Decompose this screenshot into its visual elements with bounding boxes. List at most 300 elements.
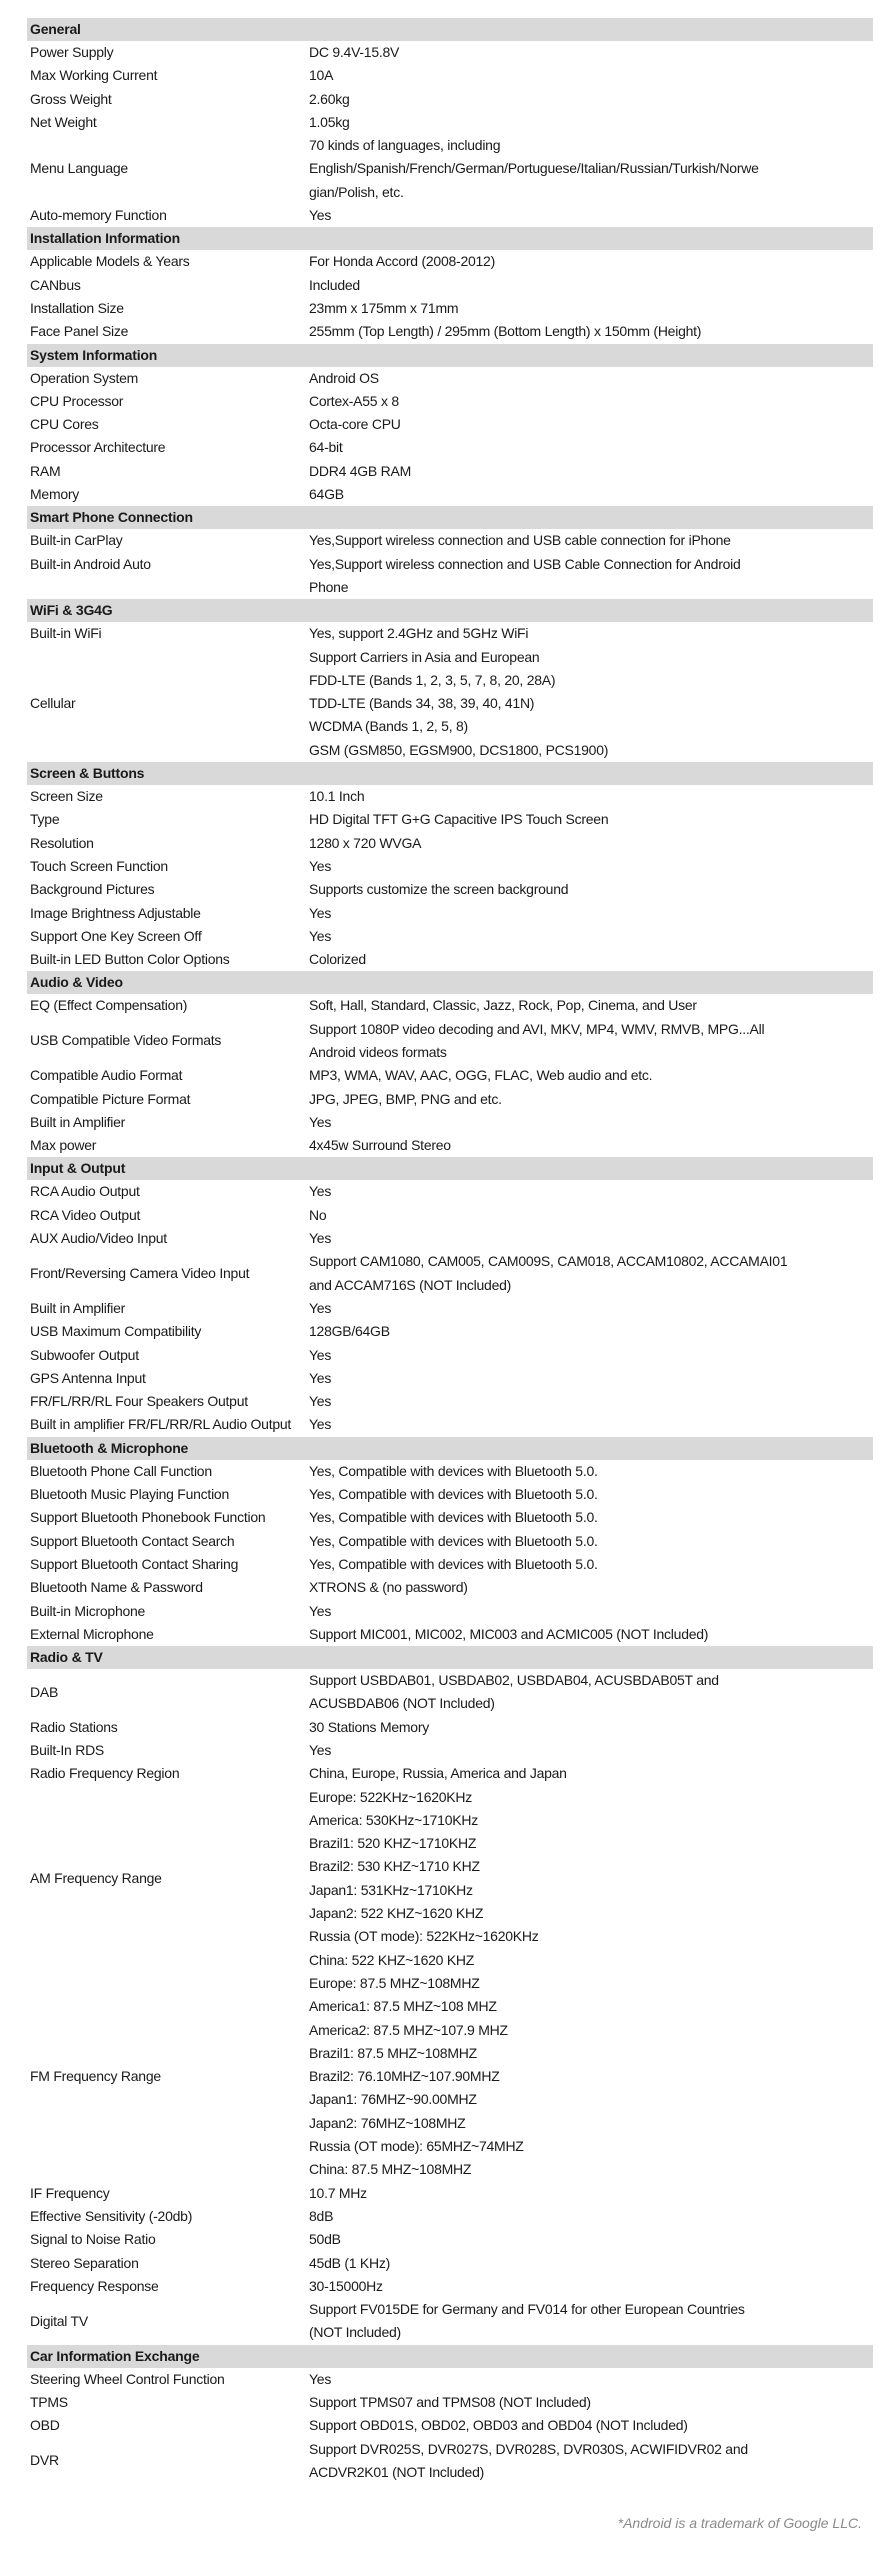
spec-value [309,1180,873,1203]
spec-row [27,925,873,948]
spec-value-line: 2.60kg [309,90,350,107]
spec-value-line: Brazil2: 76.10MHZ~107.90MHZ [309,2068,500,2085]
spec-value-line: Yes, Compatible with devices with Bluetooth 5.0. [309,1462,598,1479]
spec-value [309,2275,873,2298]
spec-value [309,483,873,506]
spec-value-line: Yes [309,1299,332,1316]
spec-value-line: Yes [309,904,332,921]
spec-label: Type [30,811,60,828]
spec-row [27,1553,873,1576]
spec-label: Applicable Models & Years [30,253,190,270]
spec-value [309,553,873,600]
spec-value [309,204,873,227]
spec-value-line: 255mm (Top Length) / 295mm (Bottom Length) x 150mm (Height) [309,323,702,340]
spec-label: Built in amplifier FR/FL/RR/RL Audio Output [30,1416,292,1433]
spec-value-line: Octa-core CPU [309,416,401,433]
spec-value [309,994,873,1017]
spec-label: EQ (Effect Compensation) [30,997,188,1014]
spec-label: CANbus [30,276,81,293]
spec-row [27,367,873,390]
spec-value [309,64,873,87]
spec-row [27,808,873,831]
spec-value-line: China: 87.5 MHZ~108MHZ [309,2161,472,2178]
spec-row [27,902,873,925]
spec-value-line: Support MIC001, MIC002, MIC003 and ACMIC005 (NOT Included) [309,1625,709,1642]
spec-row [27,134,873,204]
spec-row [27,204,873,227]
spec-label: Face Panel Size [30,323,129,340]
spec-value-line: Yes [309,1602,332,1619]
spec-row [27,1669,873,1716]
spec-row [27,1762,873,1785]
spec-row [27,1506,873,1529]
spec-label: DAB [30,1683,59,1700]
spec-value-line: Yes [309,1416,332,1433]
spec-value [309,2298,873,2345]
spec-label: Support Bluetooth Contact Sharing [30,1555,239,1572]
spec-row [27,855,873,878]
spec-row [27,553,873,600]
spec-label: Gross Weight [30,90,112,107]
spec-value-line: Yes [309,1393,332,1410]
spec-value-line: Yes [309,1183,332,1200]
spec-value [309,436,873,459]
spec-value [309,622,873,645]
spec-row [27,88,873,111]
spec-label: IF Frequency [30,2184,110,2201]
section-header: Bluetooth & Microphone [27,1437,873,1460]
spec-label: Subwoofer Output [30,1346,139,1363]
spec-row [27,1320,873,1343]
section-header: System Information [27,344,873,367]
spec-value [309,274,873,297]
spec-label: Frequency Response [30,2277,159,2294]
spec-value [309,646,873,762]
spec-value-line: Yes [309,1113,332,1130]
spec-row [27,1250,873,1297]
section-header: Audio & Video [27,971,873,994]
spec-row [27,41,873,64]
spec-value-line: Cortex-A55 x 8 [309,392,399,409]
spec-value [309,367,873,390]
spec-value-line: America2: 87.5 MHZ~107.9 MHZ [309,2021,508,2038]
spec-value-line: Yes, support 2.4GHz and 5GHz WiFi [309,625,529,642]
spec-value-line: Brazil1: 87.5 MHZ~108MHZ [309,2044,477,2061]
spec-value [309,1250,873,1297]
spec-row [27,2252,873,2275]
spec-value [309,2205,873,2228]
spec-row [27,2228,873,2251]
spec-row [27,250,873,273]
spec-row [27,274,873,297]
spec-row [27,622,873,645]
spec-value [309,1506,873,1529]
spec-label: Digital TV [30,2312,88,2329]
spec-value [309,2438,873,2485]
spec-value [309,1227,873,1250]
spec-row [27,1460,873,1483]
spec-value-line: 10.1 Inch [309,788,365,805]
spec-value-line: HD Digital TFT G+G Capacitive IPS Touch Screen [309,811,609,828]
spec-label: RCA Audio Output [30,1183,140,1200]
spec-row [27,878,873,901]
spec-value [309,1134,873,1157]
spec-value-line: 64GB [309,486,344,503]
spec-value-line: Support 1080P video decoding and AVI, MKV, MP4, WMV, RMVB, MPG...All [309,1020,765,1037]
spec-label: Auto-memory Function [30,207,167,224]
spec-value [309,1390,873,1413]
spec-value [309,1716,873,1739]
spec-label: Built in Amplifier [30,1113,126,1130]
spec-value-line: 1280 x 720 WVGA [309,834,422,851]
spec-label: Built-In RDS [30,1742,105,1758]
spec-row [27,1390,873,1413]
spec-value-line: Yes [309,1230,332,1247]
spec-value [309,1786,873,1972]
spec-value [309,1483,873,1506]
spec-row [27,390,873,413]
spec-value-line: ACUSBDAB06 (NOT Included) [309,1695,495,1712]
spec-label: OBD [30,2417,60,2434]
spec-value-line: TDD-LTE (Bands 34, 38, 39, 40, 41N) [309,695,535,712]
spec-row [27,1576,873,1599]
spec-label: Installation Size [30,299,124,316]
spec-value-line: Yes,Support wireless connection and USB cable connection for iPhone [309,532,731,549]
spec-value [309,1739,873,1762]
spec-value-line: Support CAM1080, CAM005, CAM009S, CAM018, ACCAM10802, ACCAMAI01 [309,1253,788,1270]
section-header: Car Information Exchange [27,2345,873,2368]
spec-row [27,1180,873,1203]
spec-label: Power Supply [30,44,114,60]
spec-value-line: 50dB [309,2231,341,2248]
spec-label: Operation System [30,369,139,386]
spec-value [309,390,873,413]
spec-row [27,1739,873,1762]
spec-value-line: Included [309,276,360,293]
spec-label: Processor Architecture [30,439,166,456]
spec-value-line: Yes, Compatible with devices with Bluetooth 5.0. [309,1509,598,1526]
spec-row [27,2438,873,2485]
spec-value-line: Support Carriers in Asia and European [309,648,540,665]
spec-label: Bluetooth Music Playing Function [30,1486,229,1503]
spec-value-line: Support TPMS07 and TPMS08 (NOT Included) [309,2394,591,2411]
spec-label: Background Pictures [30,881,155,898]
spec-row [27,297,873,320]
spec-value-line: GSM (GSM850, EGSM900, DCS1800, PCS1900) [309,741,609,758]
spec-value [309,832,873,855]
spec-value-line: Soft, Hall, Standard, Classic, Jazz, Rock, Pop, Cinema, and User [309,997,697,1014]
spec-label: Net Weight [30,113,97,130]
spec-label: Built-in CarPlay [30,532,123,549]
section-header: Screen & Buttons [27,762,873,785]
spec-value-line: 30 Stations Memory [309,1718,429,1735]
spec-row [27,1530,873,1553]
spec-value-line: Japan2: 522 KHZ~1620 KHZ [309,1905,484,1922]
spec-value-line: Support USBDAB01, USBDAB02, USBDAB04, ACUSBDAB05T and [309,1672,719,1689]
spec-value [309,1088,873,1111]
spec-value [309,1576,873,1599]
spec-value [309,902,873,925]
spec-value [309,1018,873,1065]
spec-value-line: Yes, Compatible with devices with Bluetooth 5.0. [309,1486,598,1503]
spec-label: Image Brightness Adjustable [30,904,201,921]
spec-value-line: Russia (OT mode): 522KHz~1620KHz [309,1928,539,1945]
spec-label: Built-in WiFi [30,625,102,642]
spec-label: Radio Stations [30,1718,118,1735]
spec-row [27,111,873,134]
spec-value-line: Japan2: 76MHZ~108MHZ [309,2114,466,2131]
spec-value [309,134,873,204]
spec-value-line: XTRONS & (no password) [309,1579,468,1596]
spec-row [27,1088,873,1111]
spec-value-line: America1: 87.5 MHZ~108 MHZ [309,1998,497,2015]
spec-row [27,646,873,762]
spec-value-line: Yes [309,1346,332,1363]
spec-label: TPMS [30,2394,68,2411]
spec-value-line: WCDMA (Bands 1, 2, 5, 8) [309,718,468,735]
spec-value [309,2368,873,2391]
spec-value-line: and ACCAM716S (NOT Included) [309,1276,512,1293]
spec-label: Support Bluetooth Contact Search [30,1532,235,1549]
spec-label: Touch Screen Function [30,857,168,874]
spec-label: FM Frequency Range [30,2068,161,2085]
spec-label: Max Working Current [30,67,158,84]
spec-value [309,1204,873,1227]
spec-value [309,2391,873,2414]
spec-label: CPU Cores [30,416,99,433]
section-header: Smart Phone Connection [27,506,873,529]
spec-value-line: 10A [309,67,334,84]
spec-value [309,2414,873,2437]
section-header: Installation Information [27,227,873,250]
spec-label: Compatible Audio Format [30,1067,183,1084]
spec-value [309,1344,873,1367]
spec-value [309,1530,873,1553]
spec-value-line: China: 522 KHZ~1620 KHZ [309,1951,475,1968]
spec-table [27,18,873,2484]
spec-label: Screen Size [30,788,103,805]
spec-value-line: 128GB/64GB [309,1323,390,1340]
spec-value-line: 64-bit [309,439,343,456]
spec-value [309,1600,873,1623]
section-header: Radio & TV [27,1646,873,1669]
spec-row [27,1297,873,1320]
spec-value-line: JPG, JPEG, BMP, PNG and etc. [309,1090,502,1107]
spec-value-line: Support FV015DE for Germany and FV014 for other European Countries [309,2301,745,2318]
spec-value-line: Europe: 522KHz~1620KHz [309,1788,472,1805]
spec-row [27,1018,873,1065]
spec-label: USB Compatible Video Formats [30,1032,222,1049]
spec-label: Resolution [30,834,94,851]
spec-value-line: Yes [309,1369,332,1386]
spec-label: DVR [30,2452,59,2469]
spec-value [309,2182,873,2205]
spec-value-line: MP3, WMA, WAV, AAC, OGG, FLAC, Web audio and etc. [309,1067,653,1084]
spec-value-line: Yes [309,207,332,224]
spec-value [309,925,873,948]
spec-label: AM Frequency Range [30,1870,162,1887]
spec-label: RCA Video Output [30,1206,141,1223]
spec-label: Built in Amplifier [30,1299,126,1316]
spec-value-line: America: 530KHz~1710KHz [309,1811,478,1828]
spec-value-line: DDR4 4GB RAM [309,462,412,479]
spec-value [309,41,873,64]
spec-row [27,320,873,343]
spec-value-line: Phone [309,578,349,595]
section-header: Input & Output [27,1157,873,1180]
spec-value-line: Yes,Support wireless connection and USB Cable Connection for Android [309,555,741,572]
spec-value [309,320,873,343]
spec-value-line: Supports customize the screen background [309,881,569,898]
spec-value [309,948,873,971]
spec-value [309,1972,873,2182]
spec-value-line: DC 9.4V-15.8V [309,44,400,60]
spec-label: Compatible Picture Format [30,1090,191,1107]
spec-value-line: Android videos formats [309,1043,447,1060]
spec-value [309,1553,873,1576]
spec-label: Effective Sensitivity (-20db) [30,2207,193,2224]
spec-value [309,1460,873,1483]
trademark-footnote: *Android is a trademark of Google LLC. [617,2515,862,2531]
spec-value-line: For Honda Accord (2008-2012) [309,253,495,270]
spec-label: Steering Wheel Control Function [30,2370,225,2387]
spec-value-line: Support OBD01S, OBD02, OBD03 and OBD04 (NOT Included) [309,2417,688,2434]
spec-label: Max power [30,1137,97,1154]
spec-label: Stereo Separation [30,2254,139,2271]
spec-row [27,1716,873,1739]
spec-row [27,1204,873,1227]
spec-value-line: Yes [309,2370,332,2387]
spec-value-line: gian/Polish, etc. [309,183,404,200]
spec-label: Signal to Noise Ratio [30,2231,156,2248]
spec-row [27,2368,873,2391]
spec-value-line: No [309,1206,327,1223]
spec-label: FR/FL/RR/RL Four Speakers Output [30,1393,248,1410]
spec-row [27,436,873,459]
spec-value [309,878,873,901]
spec-value-line: ACDVR2K01 (NOT Included) [309,2463,485,2480]
spec-value [309,1320,873,1343]
spec-value-line: 4x45w Surround Stereo [309,1137,451,1154]
spec-value-line: Russia (OT mode): 65MHZ~74MHZ [309,2138,524,2155]
spec-label: Built-in Microphone [30,1602,146,1619]
spec-row [27,2298,873,2345]
spec-row [27,2391,873,2414]
spec-value-line: FDD-LTE (Bands 1, 2, 3, 5, 7, 8, 20, 28A) [309,671,556,688]
section-header: General [27,18,873,41]
spec-row [27,994,873,1017]
spec-value-line: Yes [309,1742,332,1758]
spec-value-line: Brazil2: 530 KHZ~1710 KHZ [309,1858,480,1875]
spec-label: GPS Antenna Input [30,1369,146,1386]
spec-value-line: Yes, Compatible with devices with Bluetooth 5.0. [309,1532,598,1549]
spec-label: Front/Reversing Camera Video Input [30,1265,250,1281]
spec-value-line: Support DVR025S, DVR027S, DVR028S, DVR030S, ACWIFIDVR02 and [309,2440,748,2457]
spec-row [27,1483,873,1506]
spec-value [309,413,873,436]
spec-value [309,1064,873,1087]
spec-row [27,2205,873,2228]
spec-label: CPU Processor [30,392,124,409]
spec-row [27,460,873,483]
spec-row [27,1134,873,1157]
spec-value-line: (NOT Included) [309,2324,401,2341]
spec-value [309,460,873,483]
spec-row [27,2182,873,2205]
spec-label: Memory [30,486,80,503]
spec-label: Bluetooth Name & Password [30,1579,203,1596]
spec-value-line: China, Europe, Russia, America and Japan [309,1765,567,1782]
spec-value-line: Colorized [309,951,366,968]
spec-label: RAM [30,462,61,479]
spec-label: Support Bluetooth Phonebook Function [30,1509,266,1526]
spec-row [27,483,873,506]
spec-row [27,1344,873,1367]
spec-label: Built-in LED Button Color Options [30,951,230,968]
spec-value [309,1762,873,1785]
spec-value [309,111,873,134]
spec-value-line: 45dB (1 KHz) [309,2254,391,2271]
spec-value [309,88,873,111]
spec-value-line: Japan1: 76MHZ~90.00MHZ [309,2091,477,2108]
spec-label: Support One Key Screen Off [30,927,202,944]
spec-value-line: Japan1: 531KHz~1710KHz [309,1881,473,1898]
spec-row [27,1972,873,2182]
spec-label: AUX Audio/Video Input [30,1230,167,1247]
spec-label: Radio Frequency Region [30,1765,180,1782]
section-header: WiFi & 3G4G [27,599,873,622]
spec-value [309,855,873,878]
spec-value [309,529,873,552]
spec-row [27,948,873,971]
spec-value [309,1111,873,1134]
spec-row [27,1367,873,1390]
spec-value [309,808,873,831]
spec-row [27,1227,873,1250]
spec-value-line: 23mm x 175mm x 71mm [309,299,459,316]
spec-label: Built-in Android Auto [30,555,151,572]
spec-row [27,2414,873,2437]
spec-value-line: 8dB [309,2207,334,2224]
spec-value-line: Yes, Compatible with devices with Bluetooth 5.0. [309,1555,598,1572]
spec-value [309,1367,873,1390]
spec-row [27,1600,873,1623]
spec-value [309,785,873,808]
spec-row [27,2275,873,2298]
spec-value [309,297,873,320]
spec-value [309,1413,873,1436]
spec-value [309,1623,873,1646]
spec-row [27,1111,873,1134]
spec-row [27,1623,873,1646]
spec-value [309,1669,873,1716]
spec-value [309,2228,873,2251]
spec-value [309,1297,873,1320]
spec-value-line: Android OS [309,369,379,386]
spec-value [309,250,873,273]
spec-row [27,413,873,436]
spec-label: External Microphone [30,1625,154,1642]
spec-value-line: 1.05kg [309,113,350,130]
spec-value-line: 30-15000Hz [309,2277,383,2294]
spec-value-line: English/Spanish/French/German/Portuguese/Italian/Russian/Turkish/Norwe [309,160,759,177]
spec-label: USB Maximum Compatibility [30,1323,202,1340]
spec-row [27,1786,873,1972]
spec-value-line: 70 kinds of languages, including [309,137,501,154]
spec-label: Menu Language [30,160,128,177]
spec-value-line: Brazil1: 520 KHZ~1710KHZ [309,1835,477,1852]
spec-row [27,529,873,552]
